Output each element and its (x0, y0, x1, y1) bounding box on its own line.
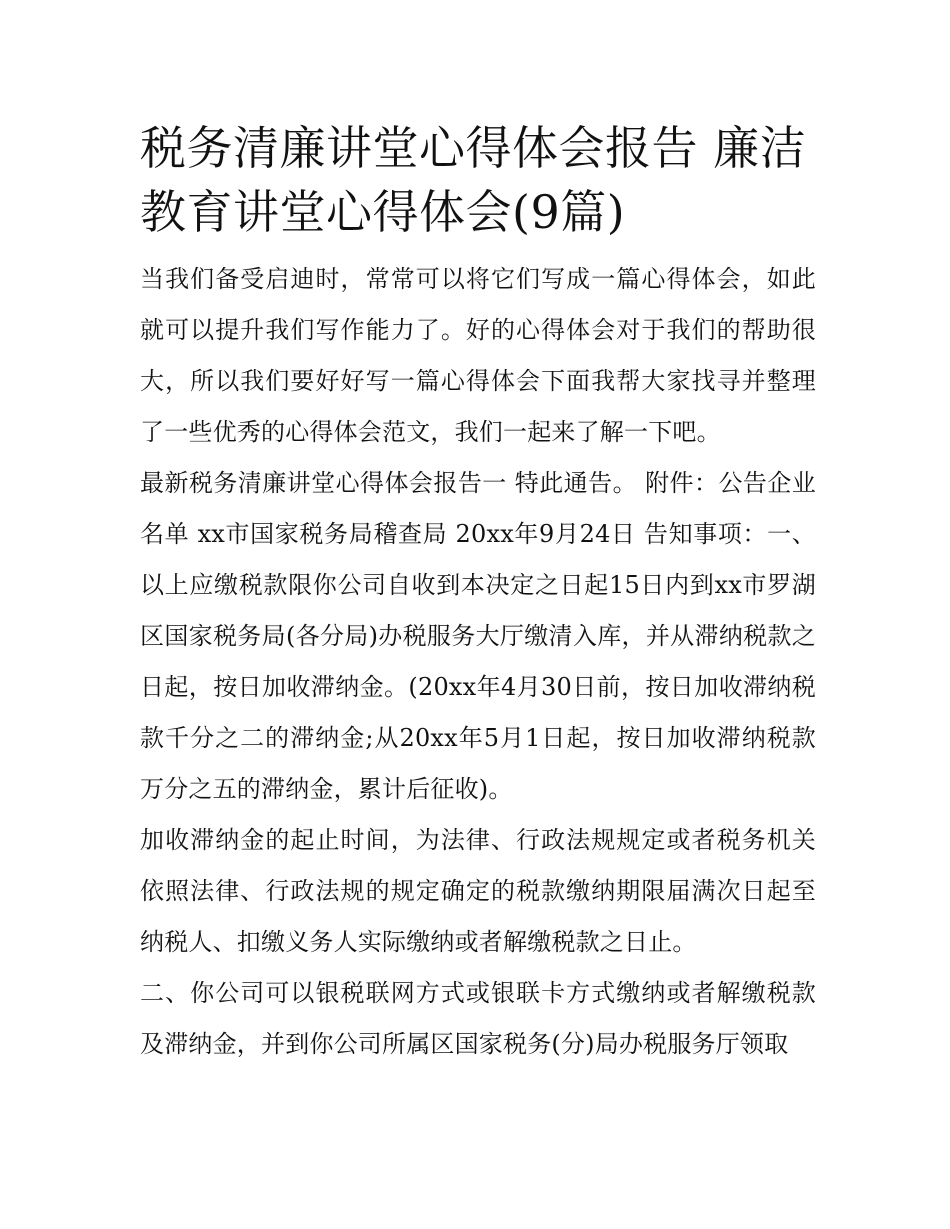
paragraph-late-fee-period: 加收滞纳金的起止时间，为法律、行政法规规定或者税务机关依照法律、行政法规的规定确定的税款缴纳期限届满次日起至纳税人、扣缴义务人实际缴纳或者解缴税款之日止。 (140, 826, 816, 956)
document-body (140, 116, 816, 1070)
document-title: 税务清廉讲堂心得体会报告 廉洁教育讲堂心得体会(9篇) (140, 121, 807, 239)
paragraph-payment-method: 二、你公司可以银税联网方式或银联卡方式缴纳或者解缴税款及滞纳金，并到你公司所属区国家税务(分)局办税服务厅领取 (140, 979, 816, 1058)
paragraph-intro: 当我们备受启迪时，常常可以将它们写成一篇心得体会，如此就可以提升我们写作能力了。好的心得体会对于我们的帮助很大，所以我们要好好写一篇心得体会下面我帮大家找寻并整理了一些优秀的心得体会范文，我们一起来了解一下吧。 (140, 265, 816, 446)
paragraph-notice: 最新税务清廉讲堂心得体会报告一 特此通告。 附件：公告企业名单 xx市国家税务局稽查局 20xx年9月24日 告知事项：一、以上应缴税款限你公司自收到本决定之日起15日内到xx市罗湖区国家税务局(各分局)办税服务大厅缴清入库，并从滞纳税款之日起，按日加收滞纳金。(20xx年4月30日前，按日加收滞纳税款千分之二的滞纳金;从20xx年5月1日起，按日加收滞纳税款万分之五的滞纳金，累计后征收)。 (140, 469, 816, 803)
